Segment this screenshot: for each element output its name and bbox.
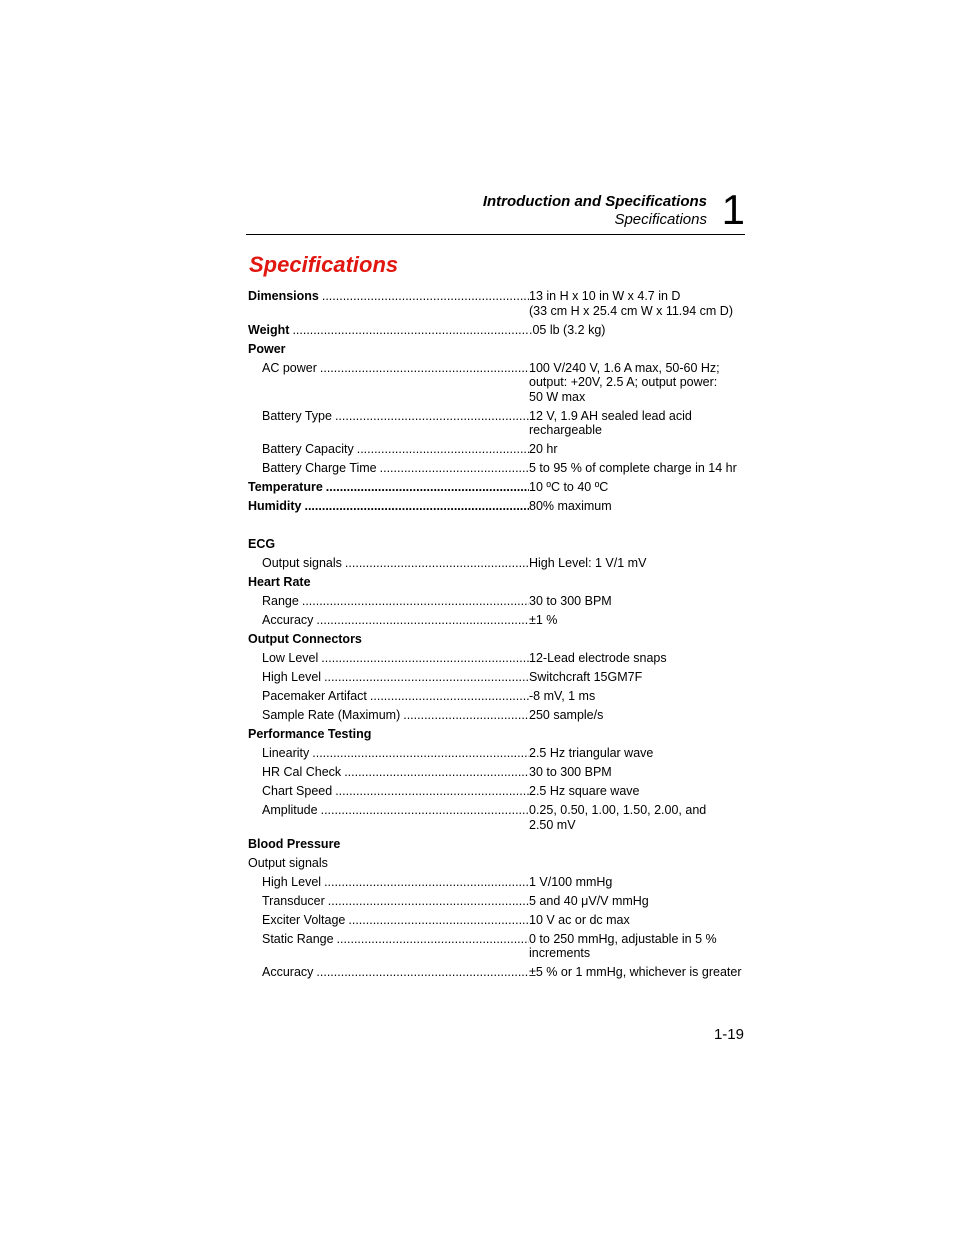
spec-row xyxy=(248,289,745,318)
spec-label: Dimensions xyxy=(248,289,319,303)
spec-label: Battery Capacity xyxy=(262,442,354,456)
dot-leader xyxy=(342,556,529,571)
spec-label: Range xyxy=(262,594,299,608)
spec-row xyxy=(248,894,745,909)
spec-label-cell xyxy=(248,765,529,780)
spec-group-heading: Blood Pressure xyxy=(248,836,341,851)
spec-label-cell xyxy=(248,932,529,961)
spec-row xyxy=(248,913,745,928)
spec-label-cell xyxy=(248,461,529,476)
spec-value: 12 V, 1.9 AH sealed lead acid rechargeable xyxy=(529,408,692,437)
spec-label-cell xyxy=(248,409,529,438)
spec-label-cell xyxy=(248,803,529,832)
spec-row xyxy=(248,361,745,405)
spec-value: -8 mV, 1 ms xyxy=(529,689,596,703)
spec-label: Low Level xyxy=(262,651,319,665)
dot-leader xyxy=(377,461,529,476)
spec-value: 10 ºC to 40 ºC xyxy=(529,480,609,494)
spec-label-cell xyxy=(248,894,529,909)
dot-leader xyxy=(289,323,529,338)
spec-label: Chart Speed xyxy=(262,784,333,798)
spec-row xyxy=(248,556,745,571)
spec-label: AC power xyxy=(262,360,317,375)
spec-value: 100 V/240 V, 1.6 A max, 50-60 Hz; output: +20V, 2.5 A; output power: 50 W max xyxy=(529,360,720,404)
spec-value: 20 hr xyxy=(529,442,558,456)
spec-label: Temperature xyxy=(248,480,323,494)
spec-value: .05 lb (3.2 kg) xyxy=(529,322,606,337)
dot-leader xyxy=(332,784,529,799)
spec-label-cell xyxy=(248,689,529,704)
spec-label: Battery Type xyxy=(262,408,332,423)
spec-value: ±5 % or 1 mmHg, whichever is greater xyxy=(529,965,742,979)
spec-value: High Level: 1 V/1 mV xyxy=(529,556,647,570)
spec-label: Pacemaker Artifact xyxy=(262,689,367,703)
dot-leader xyxy=(332,409,529,438)
spec-value: 30 to 300 BPM xyxy=(529,765,612,779)
spec-label-cell xyxy=(248,556,529,571)
spec-group-heading: ECG xyxy=(248,537,276,551)
spec-value: 30 to 300 BPM xyxy=(529,594,612,608)
spec-row xyxy=(248,784,745,799)
spec-label-cell xyxy=(248,913,529,928)
spec-group-heading: Heart Rate xyxy=(248,575,311,589)
spec-row xyxy=(248,613,745,628)
spec-row xyxy=(248,461,745,476)
dot-leader xyxy=(321,670,529,685)
spec-row xyxy=(248,689,745,704)
spec-value: 1 V/100 mmHg xyxy=(529,874,613,889)
spec-row xyxy=(248,442,745,457)
spec-value: 2.5 Hz triangular wave xyxy=(529,746,654,760)
spec-group-heading: Performance Testing xyxy=(248,727,372,741)
dot-leader xyxy=(317,361,529,405)
dot-leader xyxy=(325,894,529,909)
dot-leader xyxy=(367,689,529,704)
spec-row xyxy=(248,323,745,338)
header-subsection: Specifications xyxy=(614,211,707,228)
spec-row xyxy=(248,765,745,780)
page-number: 1-19 xyxy=(713,1026,744,1043)
spec-value: 0.25, 0.50, 1.00, 1.50, 2.00, and 2.50 mV xyxy=(529,803,707,832)
spec-value: 80% maximum xyxy=(529,499,612,513)
spec-group-heading: Power xyxy=(248,341,286,356)
spec-label: Amplitude xyxy=(262,803,318,817)
spec-label: Weight xyxy=(248,322,290,337)
spec-row xyxy=(248,875,745,890)
header-section-title: Introduction and Specifications xyxy=(482,193,707,210)
spec-label: Accuracy xyxy=(262,965,314,979)
page-title: Specifications xyxy=(249,252,399,277)
spec-label: Linearity xyxy=(262,746,310,760)
spec-label: Exciter Voltage xyxy=(262,912,346,927)
spec-row xyxy=(248,409,745,438)
spec-value: ±1 % xyxy=(529,613,558,627)
spec-label-cell xyxy=(248,875,529,890)
dot-leader xyxy=(313,965,529,980)
spec-row xyxy=(248,932,745,961)
chapter-number: 1 xyxy=(721,186,745,233)
dot-leader xyxy=(318,651,529,666)
spec-label: Accuracy xyxy=(262,613,314,627)
spec-label-cell xyxy=(248,361,529,405)
spec-label-cell xyxy=(248,746,529,761)
dot-leader xyxy=(309,746,529,761)
spec-label-cell xyxy=(248,670,529,685)
dot-leader xyxy=(318,803,529,832)
spec-value: 10 V ac or dc max xyxy=(529,912,630,927)
spec-label: Transducer xyxy=(262,893,325,908)
spec-row xyxy=(248,965,745,980)
dot-leader xyxy=(334,932,529,961)
spec-label-cell xyxy=(248,480,529,495)
spec-value: Switchcraft 15GM7F xyxy=(529,670,643,684)
spec-label-cell xyxy=(248,594,529,609)
spec-group-heading: Output Connectors xyxy=(248,632,362,646)
spec-label: High Level xyxy=(262,874,322,889)
spec-label-cell xyxy=(248,613,529,628)
spec-label-cell xyxy=(248,784,529,799)
spec-table xyxy=(248,289,745,984)
spec-row xyxy=(248,670,745,685)
spec-label: Sample Rate (Maximum) xyxy=(262,708,401,722)
spec-value: 12-Lead electrode snaps xyxy=(529,651,667,665)
spec-label: Humidity xyxy=(248,499,302,513)
spec-row xyxy=(248,803,745,832)
header-rule xyxy=(246,234,745,235)
dot-leader xyxy=(345,913,529,928)
spec-label: High Level xyxy=(262,670,322,684)
spec-value: 250 sample/s xyxy=(529,708,604,722)
spec-label-cell xyxy=(248,289,529,318)
spec-label: HR Cal Check xyxy=(262,765,342,779)
spec-label-cell xyxy=(248,651,529,666)
spec-value: 5 and 40 μV/V mmHg xyxy=(529,893,649,908)
dot-leader xyxy=(323,480,529,495)
spec-label-cell xyxy=(248,965,529,980)
spec-row xyxy=(248,480,745,495)
spec-value: 2.5 Hz square wave xyxy=(529,784,640,798)
spec-row xyxy=(248,708,745,723)
spec-label: Static Range xyxy=(262,931,334,946)
spec-subheading: Output signals xyxy=(248,855,328,870)
spec-label: Battery Charge Time xyxy=(262,461,377,475)
running-header xyxy=(246,186,745,235)
dot-leader xyxy=(354,442,529,457)
spec-label-cell xyxy=(248,499,529,514)
dot-leader xyxy=(319,289,529,318)
dot-leader xyxy=(301,499,529,514)
spec-label-cell xyxy=(248,442,529,457)
dot-leader xyxy=(321,875,529,890)
spec-row xyxy=(248,746,745,761)
spec-label-cell xyxy=(248,323,529,338)
section-spacer xyxy=(248,518,745,537)
dot-leader xyxy=(299,594,529,609)
spec-label: Output signals xyxy=(262,556,342,570)
spec-value: 13 in H x 10 in W x 4.7 in D (33 cm H x 25.4 cm W x 11.94 cm D) xyxy=(529,289,733,318)
dot-leader xyxy=(400,708,529,723)
spec-value: 0 to 250 mmHg, adjustable in 5 % increments xyxy=(529,931,717,960)
dot-leader xyxy=(341,765,529,780)
spec-label-cell xyxy=(248,708,529,723)
spec-row xyxy=(248,499,745,514)
spec-value: 5 to 95 % of complete charge in 14 hr xyxy=(529,461,737,475)
dot-leader xyxy=(313,613,529,628)
spec-row xyxy=(248,594,745,609)
spec-row xyxy=(248,651,745,666)
